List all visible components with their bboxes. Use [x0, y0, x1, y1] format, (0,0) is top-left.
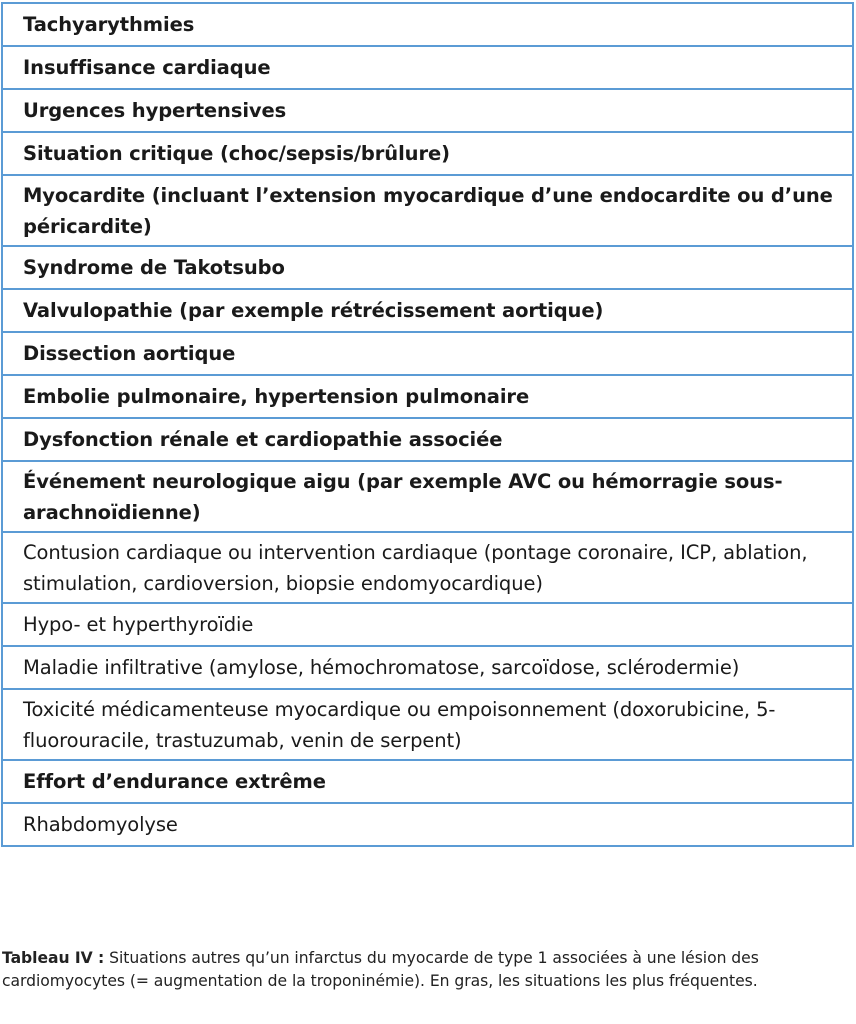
table-cell-situation: Dysfonction rénale et cardiopathie associée: [2, 418, 853, 461]
caption-text: Situations autres qu’un infarctus du myocarde de type 1 associées à une lésion des cardiomyocytes (= augmentation de la troponinémie). En gras, les situations les plus fréquentes.: [2, 949, 759, 990]
table-cell-situation: Valvulopathie (par exemple rétrécissement aortique): [2, 289, 853, 332]
situations-table-body: [2, 3, 853, 846]
table-cell-situation: Effort d’endurance extrême: [2, 760, 853, 803]
table-row: [2, 646, 853, 689]
table-row: [2, 132, 853, 175]
table-cell-situation: Urgences hypertensives: [2, 89, 853, 132]
table-row: [2, 175, 853, 246]
table-row: [2, 3, 853, 46]
table-cell-situation: Situation critique (choc/sepsis/brûlure): [2, 132, 853, 175]
table-row: [2, 603, 853, 646]
table-row: [2, 461, 853, 532]
table-cell-situation: Rhabdomyolyse: [2, 803, 853, 846]
table-row: [2, 760, 853, 803]
table-cell-situation: Syndrome de Takotsubo: [2, 246, 853, 289]
situations-table: [1, 2, 854, 847]
table-cell-situation: Contusion cardiaque ou intervention cardiaque (pontage coronaire, ICP, ablation, stimulation, cardioversion, biopsie endomyocardique): [2, 532, 853, 603]
table-row: [2, 418, 853, 461]
table-cell-situation: Événement neurologique aigu (par exemple AVC ou hémorragie sous-arachnoïdienne): [2, 461, 853, 532]
table-row: [2, 332, 853, 375]
table-row: [2, 246, 853, 289]
table-row: [2, 689, 853, 760]
table-row: [2, 46, 853, 89]
table-row: [2, 89, 853, 132]
table-cell-situation: Hypo- et hyperthyroïdie: [2, 603, 853, 646]
table-cell-situation: Toxicité médicamenteuse myocardique ou empoisonnement (doxorubicine, 5-fluorouracile, trastuzumab, venin de serpent): [2, 689, 853, 760]
table-row: [2, 289, 853, 332]
table-row: [2, 532, 853, 603]
table-cell-situation: Myocardite (incluant l’extension myocardique d’une endocardite ou d’une péricardite): [2, 175, 853, 246]
table-row: [2, 803, 853, 846]
table-cell-situation: Tachyarythmies: [2, 3, 853, 46]
table-cell-situation: Dissection aortique: [2, 332, 853, 375]
table-row: [2, 375, 853, 418]
table-cell-situation: Embolie pulmonaire, hypertension pulmonaire: [2, 375, 853, 418]
table-caption: [2, 947, 854, 992]
table-cell-situation: Insuffisance cardiaque: [2, 46, 853, 89]
table-cell-situation: Maladie infiltrative (amylose, hémochromatose, sarcoïdose, sclérodermie): [2, 646, 853, 689]
caption-label: Tableau IV :: [2, 949, 105, 967]
